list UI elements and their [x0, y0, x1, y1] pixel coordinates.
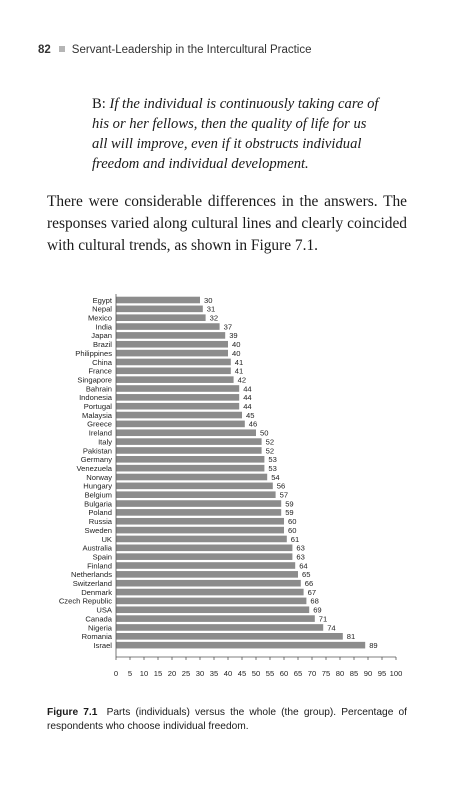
- category-label: Sweden: [84, 525, 112, 535]
- data-label: 45: [246, 410, 255, 420]
- category-label: Canada: [85, 614, 112, 624]
- data-label: 40: [232, 340, 241, 350]
- quote-label: B:: [92, 96, 106, 112]
- data-label: 59: [285, 508, 294, 518]
- data-label: 30: [204, 295, 213, 305]
- category-label: Czech Republic: [58, 596, 112, 606]
- category-label: Russia: [88, 517, 112, 527]
- data-label: 39: [229, 331, 238, 341]
- data-label: 52: [265, 437, 275, 447]
- x-tick-label: 35: [209, 669, 219, 678]
- category-label: Spain: [92, 552, 112, 562]
- x-tick-label: 60: [279, 669, 289, 678]
- x-tick-label: 40: [223, 669, 233, 678]
- block-quote: [92, 94, 382, 174]
- data-label: 53: [268, 455, 277, 465]
- category-label: Bahrain: [85, 384, 112, 394]
- bar-pakistan: [116, 447, 262, 454]
- data-label: 67: [307, 587, 317, 597]
- x-tick-label: 45: [237, 669, 247, 678]
- data-label: 53: [268, 463, 277, 473]
- category-label: China: [92, 357, 112, 367]
- x-tick-label: 75: [321, 669, 331, 678]
- bar-russia: [116, 518, 284, 525]
- x-tick-label: 85: [349, 669, 359, 678]
- page-number: 82: [38, 44, 51, 56]
- category-label: Singapore: [77, 375, 112, 385]
- bar-usa: [116, 606, 309, 613]
- data-label: 31: [206, 304, 216, 314]
- category-label: Ireland: [88, 428, 112, 438]
- bar-czech-republic: [116, 598, 306, 605]
- bar-norway: [116, 474, 267, 481]
- header-separator: [59, 46, 65, 52]
- category-label: Greece: [87, 419, 112, 429]
- bar-poland: [116, 509, 281, 516]
- figure-caption: [47, 706, 407, 734]
- data-label: 59: [285, 499, 294, 509]
- category-label: Italy: [98, 437, 112, 447]
- category-label: Israel: [93, 640, 112, 650]
- category-label: USA: [96, 605, 112, 615]
- x-tick-label: 95: [377, 669, 387, 678]
- data-label: 68: [310, 596, 319, 606]
- category-label: Switzerland: [72, 579, 112, 588]
- bar-spain: [116, 553, 292, 560]
- bar-denmark: [116, 589, 304, 596]
- category-label: Portugal: [83, 402, 112, 411]
- data-label: 81: [346, 632, 356, 642]
- bar-israel: [116, 642, 365, 649]
- category-label: Japan: [91, 331, 112, 341]
- category-label: Romania: [81, 632, 112, 642]
- data-label: 42: [237, 375, 247, 385]
- category-label: Malaysia: [82, 410, 112, 420]
- x-tick-label: 30: [195, 669, 205, 678]
- figure-caption-text: Parts (individuals) versus the whole (the group). Percentage of respondents who choose individual freedom.: [47, 707, 407, 732]
- bar-finland: [116, 562, 295, 569]
- bar-germany: [116, 456, 264, 463]
- data-label: 66: [304, 579, 314, 588]
- category-label: Mexico: [87, 313, 112, 323]
- category-label: Brazil: [93, 340, 112, 350]
- x-tick-label: 100: [389, 669, 403, 678]
- x-tick-label: 50: [251, 669, 261, 678]
- category-label: Nigeria: [87, 623, 112, 633]
- data-label: 41: [234, 357, 244, 367]
- x-tick-label: 55: [265, 669, 275, 678]
- bar-china: [116, 359, 231, 366]
- x-tick-label: 20: [167, 669, 177, 678]
- category-label: Nepal: [92, 304, 112, 314]
- bar-singapore: [116, 376, 234, 383]
- data-label: 44: [243, 393, 252, 403]
- category-label: Netherlands: [71, 570, 112, 580]
- data-label: 32: [209, 313, 219, 323]
- running-title: Servant-Leadership in the Intercultural Practice: [71, 44, 312, 56]
- category-label: Egypt: [92, 295, 112, 305]
- x-tick-label: 65: [293, 669, 303, 678]
- category-label: Australia: [82, 543, 112, 553]
- bar-nepal: [116, 306, 203, 313]
- category-label: India: [95, 322, 112, 332]
- data-label: 41: [234, 366, 244, 376]
- bar-indonesia: [116, 394, 239, 401]
- data-label: 60: [288, 517, 297, 527]
- running-header: [38, 44, 418, 60]
- bar-brazil: [116, 341, 228, 348]
- category-label: Hungary: [83, 481, 112, 491]
- category-label: Venezuela: [76, 463, 112, 473]
- bar-india: [116, 323, 220, 330]
- bar-ireland: [116, 429, 256, 436]
- category-label: Bulgaria: [84, 499, 112, 509]
- x-tick-label: 15: [153, 669, 163, 678]
- data-label: 50: [260, 428, 269, 438]
- bar-japan: [116, 332, 225, 339]
- data-label: 44: [243, 402, 252, 411]
- category-label: Pakistan: [82, 446, 112, 456]
- bar-switzerland: [116, 580, 301, 587]
- bar-greece: [116, 421, 245, 428]
- x-tick-label: 90: [363, 669, 373, 678]
- bar-chart: [0, 290, 450, 700]
- bar-philippines: [116, 350, 228, 357]
- x-tick-label: 70: [307, 669, 317, 678]
- bar-egypt: [116, 297, 200, 304]
- category-label: UK: [101, 534, 112, 544]
- bar-malaysia: [116, 412, 242, 419]
- x-tick-label: 0: [113, 669, 119, 678]
- bar-uk: [116, 536, 287, 543]
- bar-belgium: [116, 491, 276, 498]
- bar-hungary: [116, 483, 273, 490]
- bar-bulgaria: [116, 500, 281, 507]
- bar-canada: [116, 615, 315, 622]
- body-paragraph: There were considerable differences in the answers. The responses varied along cultural lines and clearly coincided with cultural trends, as shown in Figure 7.1.: [47, 193, 407, 254]
- category-label: Philippines: [75, 348, 112, 358]
- bar-nigeria: [116, 624, 323, 631]
- data-label: 63: [296, 552, 305, 562]
- bar-sweden: [116, 527, 284, 534]
- data-label: 64: [299, 561, 308, 571]
- bar-bahrain: [116, 385, 239, 392]
- category-label: Finland: [87, 561, 112, 571]
- data-label: 46: [248, 419, 258, 429]
- data-label: 56: [276, 481, 286, 491]
- x-tick-label: 10: [139, 669, 149, 678]
- bar-romania: [116, 633, 343, 640]
- bar-italy: [116, 438, 262, 445]
- data-label: 71: [318, 614, 328, 624]
- bar-portugal: [116, 403, 239, 410]
- category-label: Indonesia: [79, 393, 112, 403]
- bar-france: [116, 368, 231, 375]
- data-label: 65: [302, 570, 311, 580]
- data-label: 69: [313, 605, 322, 615]
- data-label: 61: [290, 534, 300, 544]
- data-label: 52: [265, 446, 275, 456]
- data-label: 37: [223, 322, 233, 332]
- data-label: 74: [327, 623, 336, 633]
- data-label: 89: [369, 640, 378, 650]
- category-label: Germany: [80, 455, 112, 465]
- data-label: 40: [232, 348, 241, 358]
- category-label: France: [88, 366, 112, 376]
- category-label: Denmark: [81, 587, 112, 597]
- bar-netherlands: [116, 571, 298, 578]
- category-label: Norway: [86, 472, 112, 482]
- data-label: 54: [271, 472, 280, 482]
- category-label: Poland: [88, 508, 112, 518]
- figure-label: Figure 7.1: [47, 707, 98, 718]
- category-label: Belgium: [84, 490, 112, 500]
- bar-mexico: [116, 314, 206, 321]
- quote-text: If the individual is continuously taking care of his or her fellows, then the quality of life for us all will improve, even if it obstructs individual freedom and individual development.: [92, 96, 379, 172]
- x-tick-label: 80: [335, 669, 345, 678]
- x-tick-label: 5: [127, 669, 133, 678]
- data-label: 60: [288, 525, 297, 535]
- data-label: 63: [296, 543, 305, 553]
- bar-venezuela: [116, 465, 264, 472]
- data-label: 57: [279, 490, 289, 500]
- data-label: 44: [243, 384, 252, 394]
- x-tick-label: 25: [181, 669, 191, 678]
- bar-australia: [116, 545, 292, 552]
